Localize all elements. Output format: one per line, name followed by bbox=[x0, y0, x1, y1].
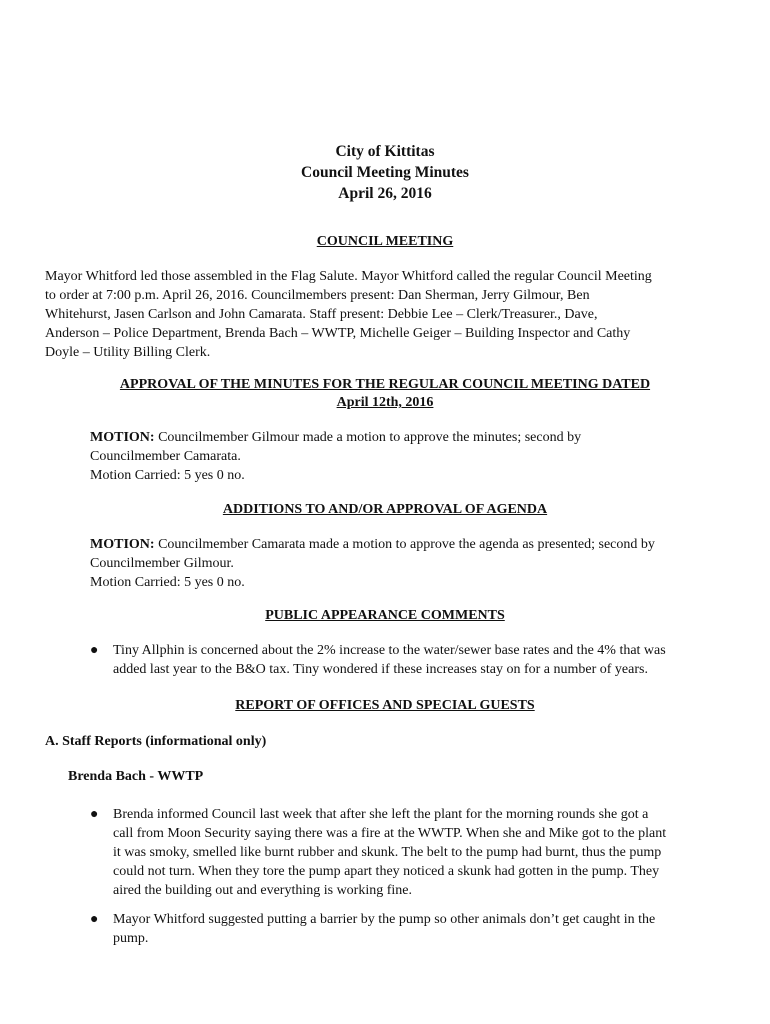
attendance-line: Doyle – Utility Billing Clerk. bbox=[45, 345, 211, 360]
reports-heading: REPORT OF OFFICES AND SPECIAL GUESTS bbox=[235, 698, 535, 713]
motion-text: Councilmember Gilmour. bbox=[90, 556, 234, 571]
attendance-paragraph bbox=[45, 267, 652, 362]
motion-text: Councilmember Camarata made a motion to approve the agenda as presented; second by bbox=[158, 537, 655, 552]
staff-report-item bbox=[113, 805, 666, 900]
motion-label: MOTION: bbox=[90, 430, 155, 445]
list-item-line: Brenda informed Council last week that after she left the plant for the morning rounds she got a bbox=[113, 807, 649, 822]
bullet-icon: ● bbox=[90, 643, 99, 658]
council-meeting-heading: COUNCIL MEETING bbox=[316, 234, 454, 249]
list-item-line: aired the building out and everything is working fine. bbox=[113, 883, 412, 898]
minutes-approval-heading: APPROVAL OF THE MINUTES FOR THE REGULAR COUNCIL MEETING DATED bbox=[119, 377, 651, 392]
motion-text: Councilmember Gilmour made a motion to approve the minutes; second by bbox=[158, 430, 582, 445]
motion-result: Motion Carried: 5 yes 0 no. bbox=[90, 468, 245, 483]
public-comments-heading: PUBLIC APPEARANCE COMMENTS bbox=[265, 608, 505, 623]
motion-text: Councilmember Camarata. bbox=[90, 449, 241, 464]
list-item-line: could not turn. When they tore the pump apart they noticed a skunk had gotten in the pump. They bbox=[113, 864, 660, 879]
doc-title: Council Meeting Minutes bbox=[301, 164, 469, 181]
attendance-line: Anderson – Police Department, Brenda Bach – WWTP, Michelle Geiger – Building Inspector and Cathy bbox=[45, 326, 631, 341]
motion-label: MOTION: bbox=[90, 537, 155, 552]
minutes-motion bbox=[90, 428, 581, 485]
attendance-line: to order at 7:00 p.m. April 26, 2016. Councilmembers present: Dan Sherman, Jerry Gilmour, Ben bbox=[45, 288, 590, 303]
attendance-line: Whitehurst, Jasen Carlson and John Camarata. Staff present: Debbie Lee – Clerk/Treasurer., Dave, bbox=[45, 307, 598, 322]
list-item-line: Mayor Whitford suggested putting a barrier by the pump so other animals don’t get caught in the bbox=[113, 912, 656, 927]
attendance-line: Mayor Whitford led those assembled in the Flag Salute. Mayor Whitford called the regular Council Meeting bbox=[45, 269, 652, 284]
public-comment-item bbox=[113, 641, 666, 679]
meeting-date: April 26, 2016 bbox=[338, 185, 432, 202]
bullet-icon: ● bbox=[90, 912, 99, 927]
list-item-line: it was smoky, smelled like burnt rubber and skunk. The belt to the pump had burnt, thus the pump bbox=[113, 845, 662, 860]
agenda-heading: ADDITIONS TO AND/OR APPROVAL OF AGENDA bbox=[222, 502, 548, 517]
list-item-line: call from Moon Security saying there was a fire at the WWTP. When she and Mike got to the plant bbox=[113, 826, 667, 841]
list-item-line: Tiny Allphin is concerned about the 2% increase to the water/sewer base rates and the 4% that was bbox=[113, 643, 666, 658]
bullet-icon: ● bbox=[90, 807, 99, 822]
list-item-line: added last year to the B&O tax. Tiny wondered if these increases stay on for a number of years. bbox=[113, 662, 648, 677]
city-title: City of Kittitas bbox=[335, 143, 435, 160]
minutes-approval-date: April 12th, 2016 bbox=[336, 395, 434, 410]
list-item-line: pump. bbox=[113, 931, 149, 946]
staff-name: Brenda Bach - WWTP bbox=[68, 769, 204, 784]
staff-report-item bbox=[113, 910, 655, 948]
agenda-motion bbox=[90, 535, 655, 592]
section-a-heading: A. Staff Reports (informational only) bbox=[45, 734, 267, 749]
motion-result: Motion Carried: 5 yes 0 no. bbox=[90, 575, 245, 590]
